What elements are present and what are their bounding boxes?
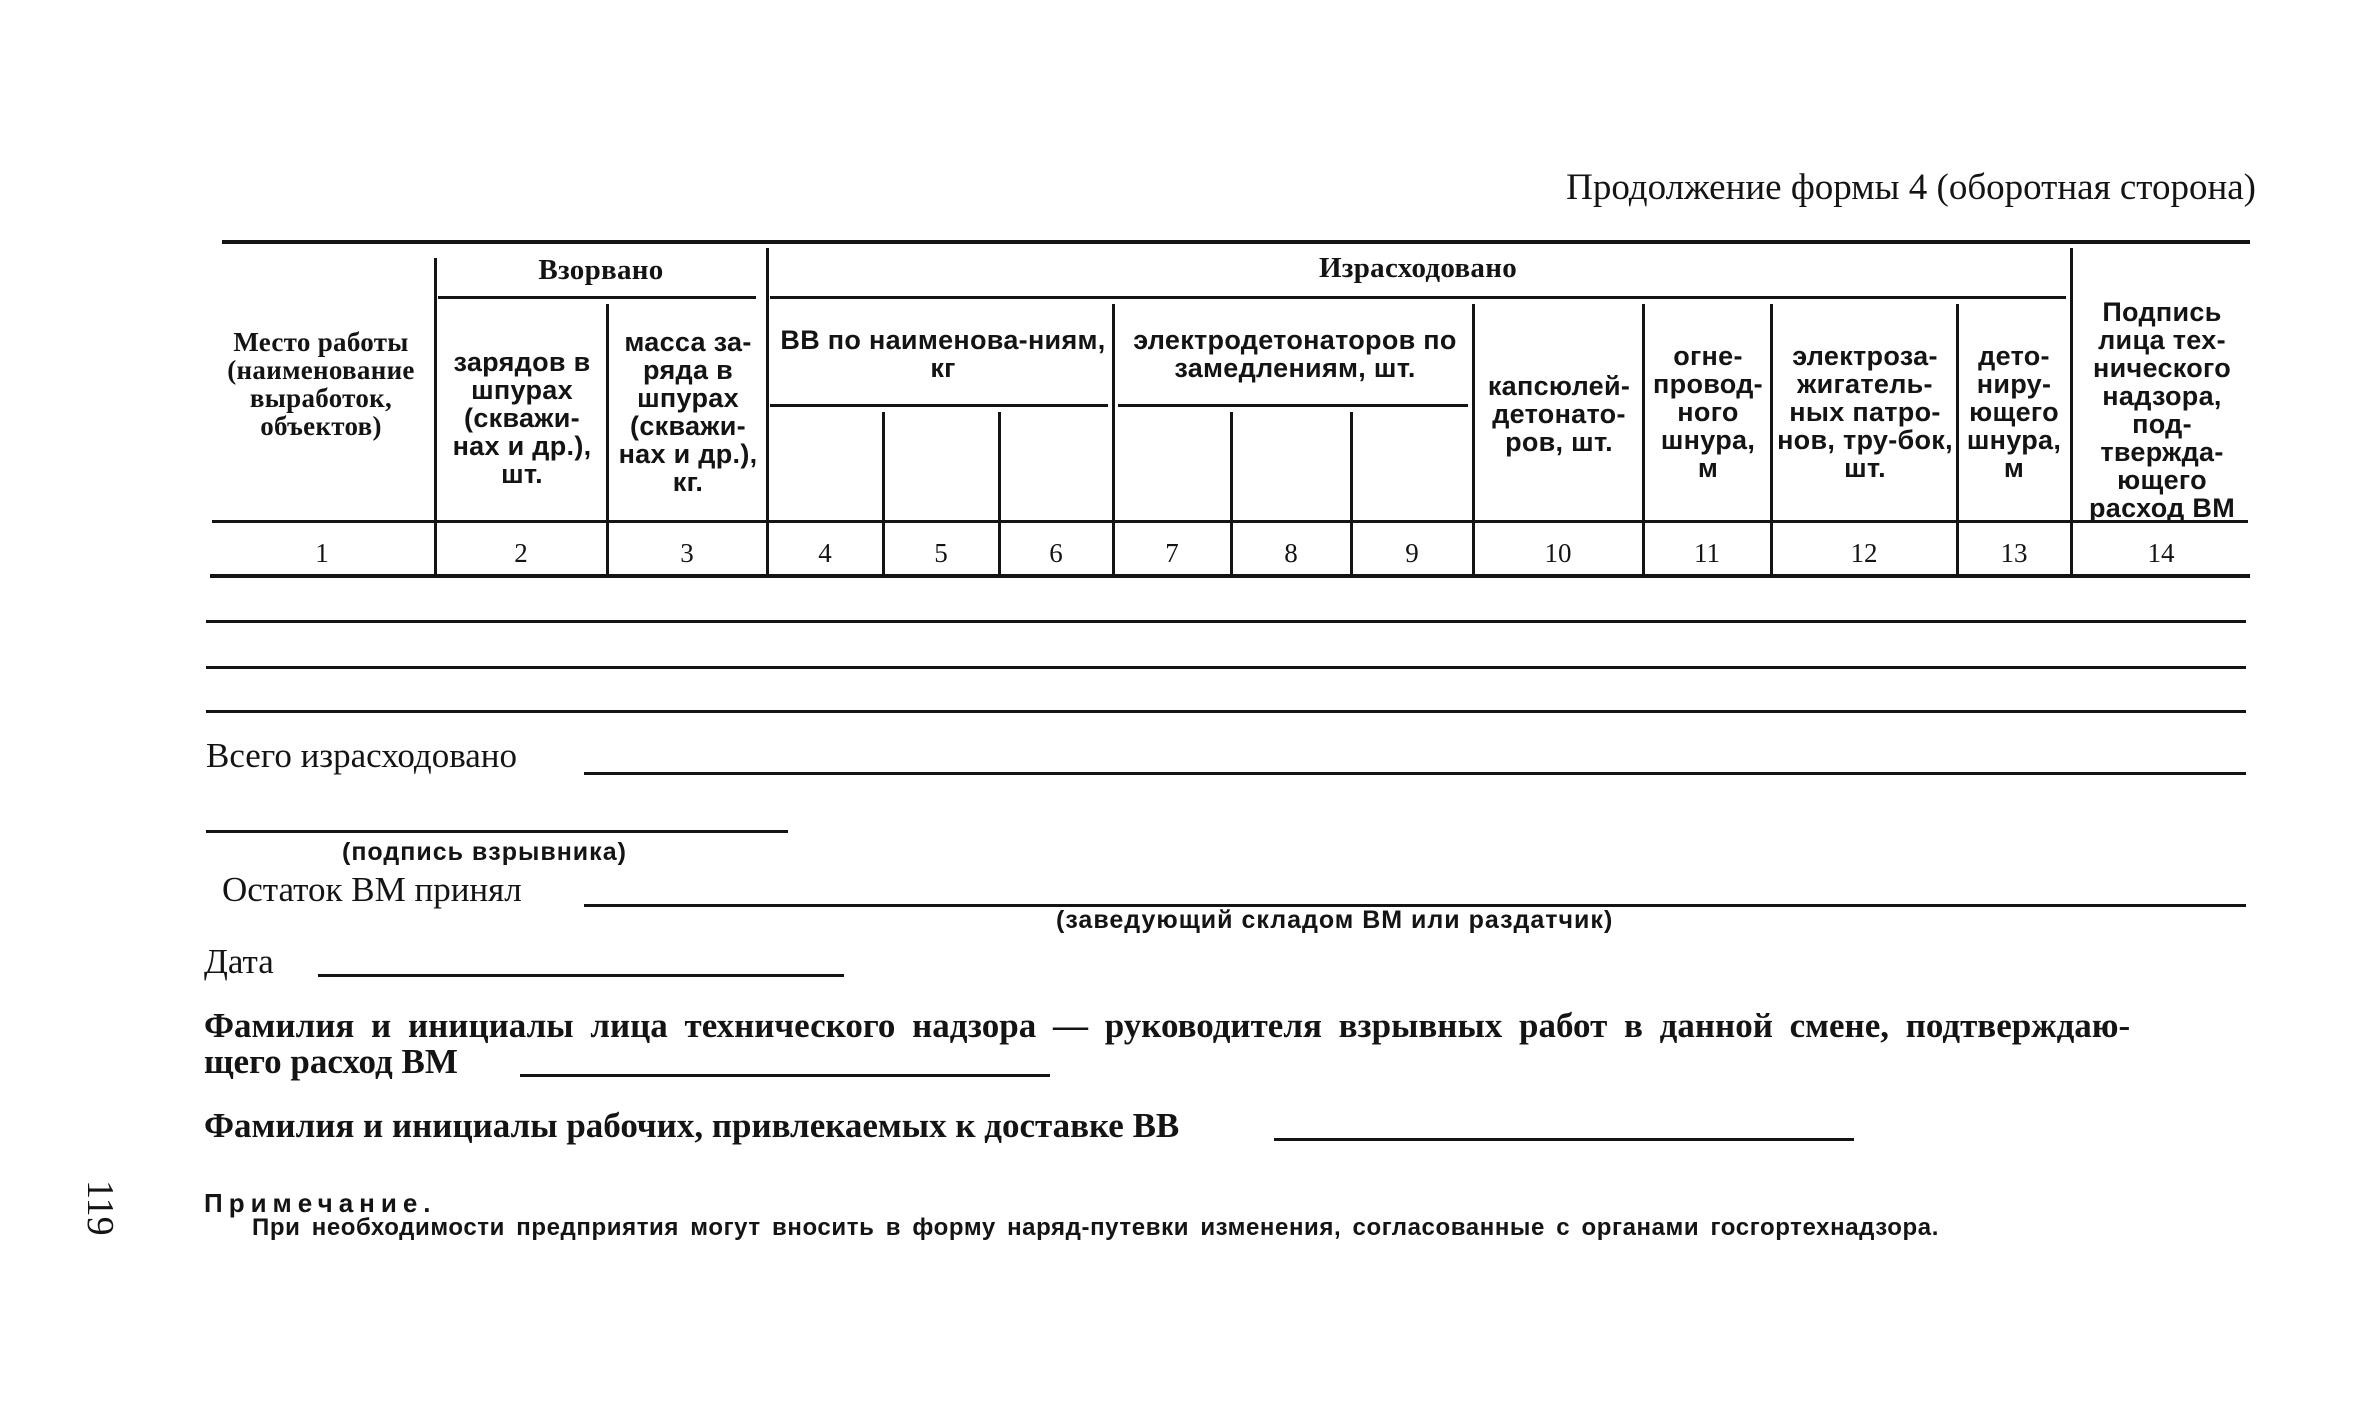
- col-number: 1: [315, 538, 329, 568]
- col-number: 8: [1284, 538, 1298, 568]
- header-col-det: электродетонаторов по замедлениям, шт.: [1133, 325, 1457, 383]
- total-spent-line[interactable]: [584, 772, 2246, 775]
- header-spent: Израсходовано: [1318, 252, 1518, 284]
- col-divider: [606, 304, 609, 576]
- date-line[interactable]: [318, 974, 844, 977]
- col-number: 9: [1405, 538, 1419, 568]
- blaster-signature-line[interactable]: [206, 830, 788, 833]
- page-number: 119: [79, 1180, 121, 1236]
- header-col3: масса за-ряда в шпурах (скважи-нах и др.), кг.: [618, 327, 758, 497]
- header-col10: капсюлей-детонато-ров, шт.: [1487, 371, 1631, 457]
- note-text: При необходимости предприятия могут вносить в форму наряд-путевки изменения, согласованные с органами госгортехнадзора.: [252, 1214, 1939, 1241]
- remainder-label: Остаток ВМ принял: [222, 870, 522, 909]
- col-divider: [434, 258, 437, 576]
- table-row-line: [206, 620, 2246, 623]
- supervisor-text-line1: Фамилия и инициалы лица технического надзора — руководителя взрывных работ в данной смене, подтверждаю-: [204, 1006, 2131, 1045]
- table-top-border: [222, 240, 2250, 244]
- header-col2: зарядов в шпурах (скважи-нах и др.), шт.: [452, 347, 592, 489]
- date-label: Дата: [204, 942, 274, 981]
- col-number: 7: [1165, 538, 1179, 568]
- header-col1: Место работы (наименование выработок, объектов): [227, 327, 415, 441]
- col-divider: [766, 248, 769, 576]
- table-row-line: [206, 666, 2246, 669]
- total-spent-label: Всего израсходовано: [206, 736, 518, 775]
- warehouse-caption: (заведующий складом ВМ или раздатчик): [1056, 906, 1614, 934]
- note-title: Примечание.: [204, 1188, 437, 1218]
- col-number: 14: [2147, 538, 2175, 568]
- form-table: [210, 236, 2250, 582]
- rule-bb-subgroup: [770, 404, 1108, 407]
- page-title: Продолжение формы 4 (оборотная сторона): [1566, 167, 2256, 208]
- col-number: 12: [1850, 538, 1878, 568]
- col-number: 10: [1544, 538, 1572, 568]
- supervisor-text-line2: щего расход ВМ: [204, 1042, 458, 1081]
- col-number: 3: [680, 538, 694, 568]
- blaster-signature-caption: (подпись взрывника): [342, 838, 627, 866]
- col-divider: [1770, 304, 1773, 576]
- col-number: 11: [1694, 538, 1720, 568]
- header-exploded: Взорвано: [538, 254, 664, 286]
- workers-line[interactable]: [1274, 1138, 1854, 1141]
- col-divider: [1472, 304, 1475, 576]
- supervisor-line[interactable]: [520, 1074, 1050, 1077]
- header-col11: огне-провод-ного шнура, м: [1653, 341, 1763, 483]
- col-divider: [1642, 304, 1645, 576]
- header-col12: электроза-жигатель-ных патро-нов, тру-бок, шт.: [1777, 341, 1953, 483]
- col-divider: [2070, 248, 2073, 576]
- col-number: 5: [934, 538, 948, 568]
- rule-exploded-group: [438, 296, 756, 299]
- col-number: 4: [818, 538, 832, 568]
- col-number: 6: [1049, 538, 1063, 568]
- table-row-line: [206, 710, 2246, 713]
- col-divider: [1956, 304, 1959, 576]
- header-col14: Подпись лица тех-нического надзора, под-твержда-ющего расход ВМ: [2089, 297, 2235, 523]
- rule-spent-group: [770, 296, 2066, 299]
- col-divider: [1112, 304, 1115, 576]
- col-number: 2: [514, 538, 528, 568]
- header-col-bb: ВВ по наименова-ниям, кг: [780, 325, 1106, 383]
- header-col13: дето-ниру-ющего шнура, м: [1966, 341, 2062, 483]
- rule-det-subgroup: [1118, 404, 1468, 407]
- col-number: 13: [2000, 538, 2028, 568]
- workers-label: Фамилия и инициалы рабочих, привлекаемых к доставке ВВ: [204, 1106, 1180, 1145]
